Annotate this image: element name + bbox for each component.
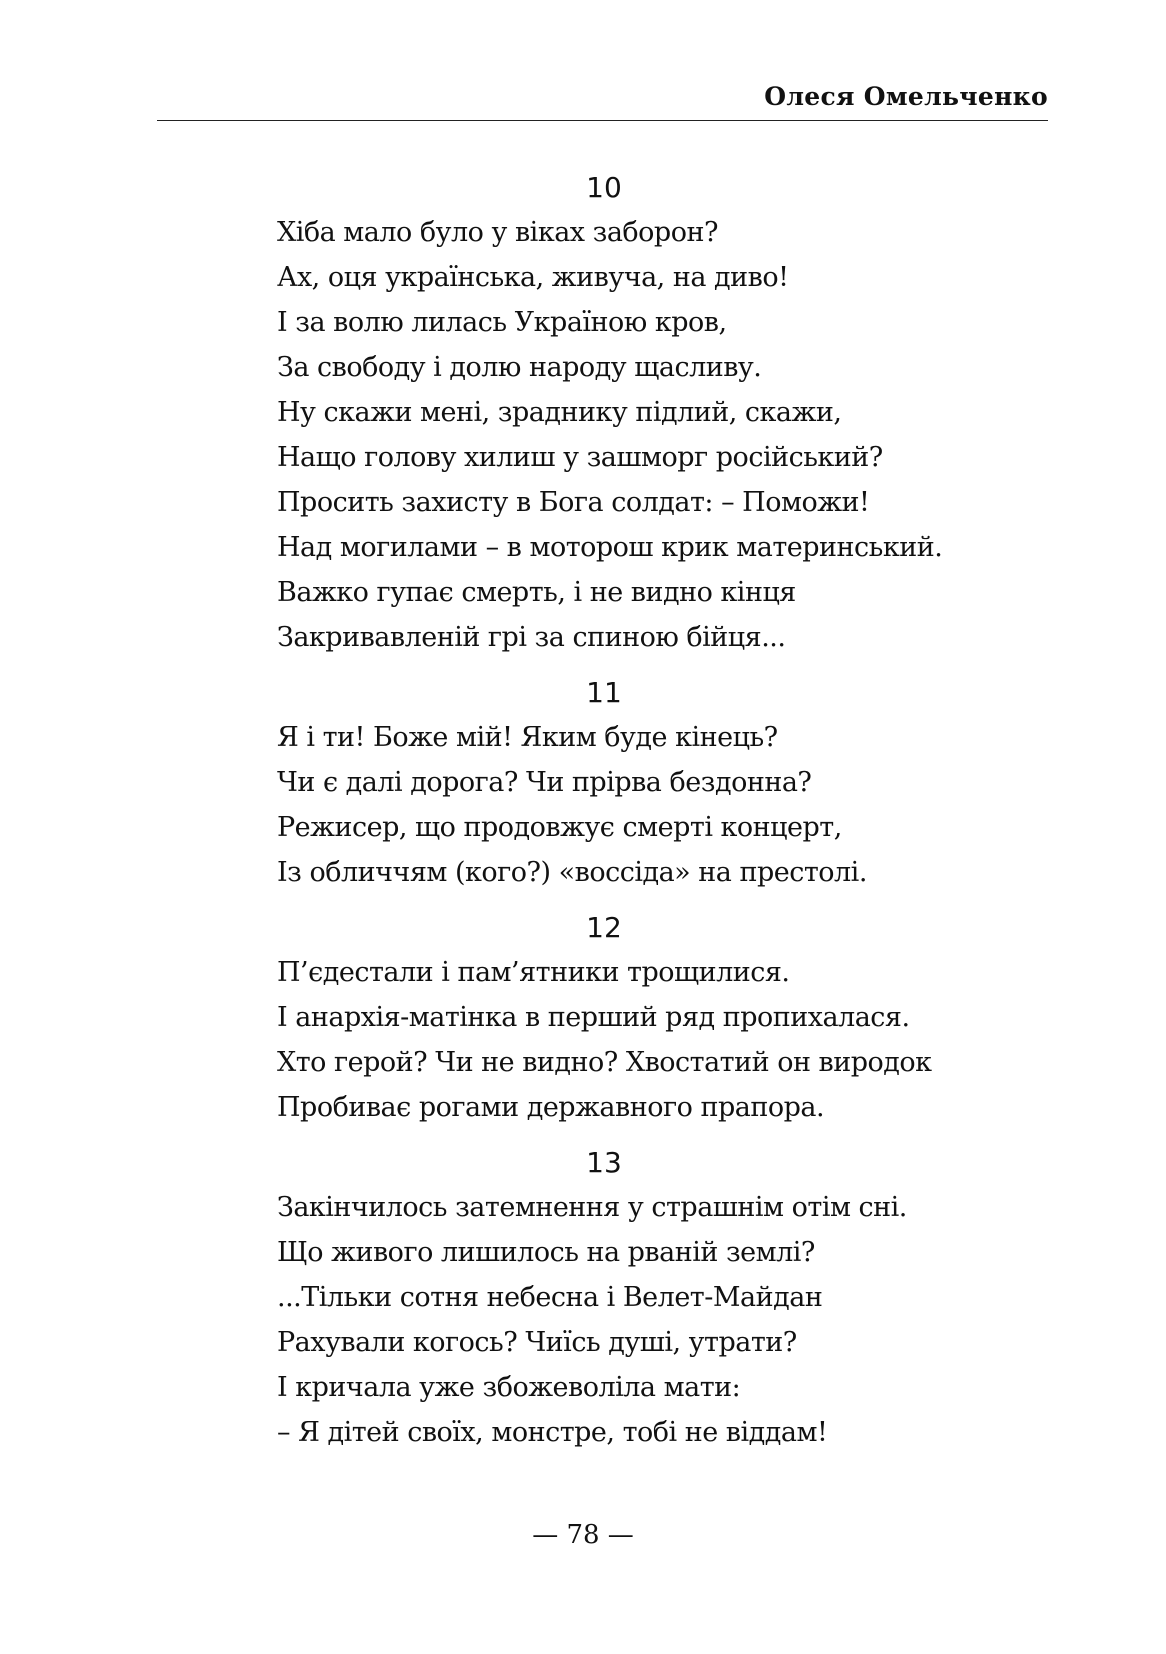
stanza-number: 10	[586, 171, 622, 204]
poem-line: П’єдестали і пам’ятники трощилися.	[277, 957, 790, 988]
poem-line: Над могилами – в моторош крик материнський.	[277, 532, 943, 563]
header-author-name: Олеся Омельченко	[764, 82, 1048, 111]
page-number: — 78 —	[532, 1520, 634, 1550]
poem-line: ...Тільки сотня небесна і Велет-Майдан	[277, 1282, 823, 1313]
poem-line: Що живого лишилось на рваній землі?	[277, 1237, 815, 1268]
poem-line: Ну скажи мені, зраднику підлий, скажи,	[277, 397, 842, 428]
poem-line: Режисер, що продовжує смерті концерт,	[277, 812, 842, 843]
poem-line: І кричала уже збожеволіла мати:	[277, 1372, 741, 1403]
poem-line: І анархія-матінка в перший ряд пропихалася.	[277, 1002, 910, 1033]
poem-line: Ах, оця українська, живуча, на диво!	[277, 262, 789, 293]
poem-line: Важко гупає смерть, і не видно кінця	[277, 577, 796, 608]
stanza-number: 12	[586, 911, 622, 944]
poem-line: Пробиває рогами державного прапора.	[277, 1092, 825, 1123]
poem-line: Хто герой? Чи не видно? Хвостатий он виродок	[277, 1047, 932, 1078]
stanza-number: 11	[586, 676, 622, 709]
poem-line: Закривавленій грі за спиною бійця...	[277, 622, 786, 653]
stanza-13	[277, 1141, 1077, 1455]
running-header	[157, 82, 1048, 121]
stanza-number: 13	[586, 1146, 622, 1179]
poem-line: Просить захисту в Бога солдат: – Поможи!	[277, 487, 870, 518]
poem-line: – Я дітей своїх, монстре, тобі не віддам!	[277, 1417, 828, 1448]
stanza-12	[277, 906, 1077, 1130]
poem-line: Чи є далі дорога? Чи прірва бездонна?	[277, 767, 812, 798]
poem-line: Хіба мало було у віках заборон?	[277, 217, 718, 248]
poem-line: За свободу і долю народу щасливу.	[277, 352, 762, 383]
poem-line: Закінчилось затемнення у страшнім отім сні.	[277, 1192, 907, 1223]
poem-line: Нащо голову хилиш у зашморг російський?	[277, 442, 883, 473]
poem-line: І за волю лилась Україною кров,	[277, 307, 727, 338]
poem-line: Рахували когось? Чиїсь душі, утрати?	[277, 1327, 797, 1358]
stanza-11	[277, 671, 1077, 895]
stanza-10	[277, 166, 1077, 660]
poem-line: Із обличчям (кого?) «воссіда» на престолі.	[277, 857, 867, 888]
poem-line: Я і ти! Боже мій! Яким буде кінець?	[277, 722, 778, 753]
poem-body	[277, 166, 1077, 1466]
